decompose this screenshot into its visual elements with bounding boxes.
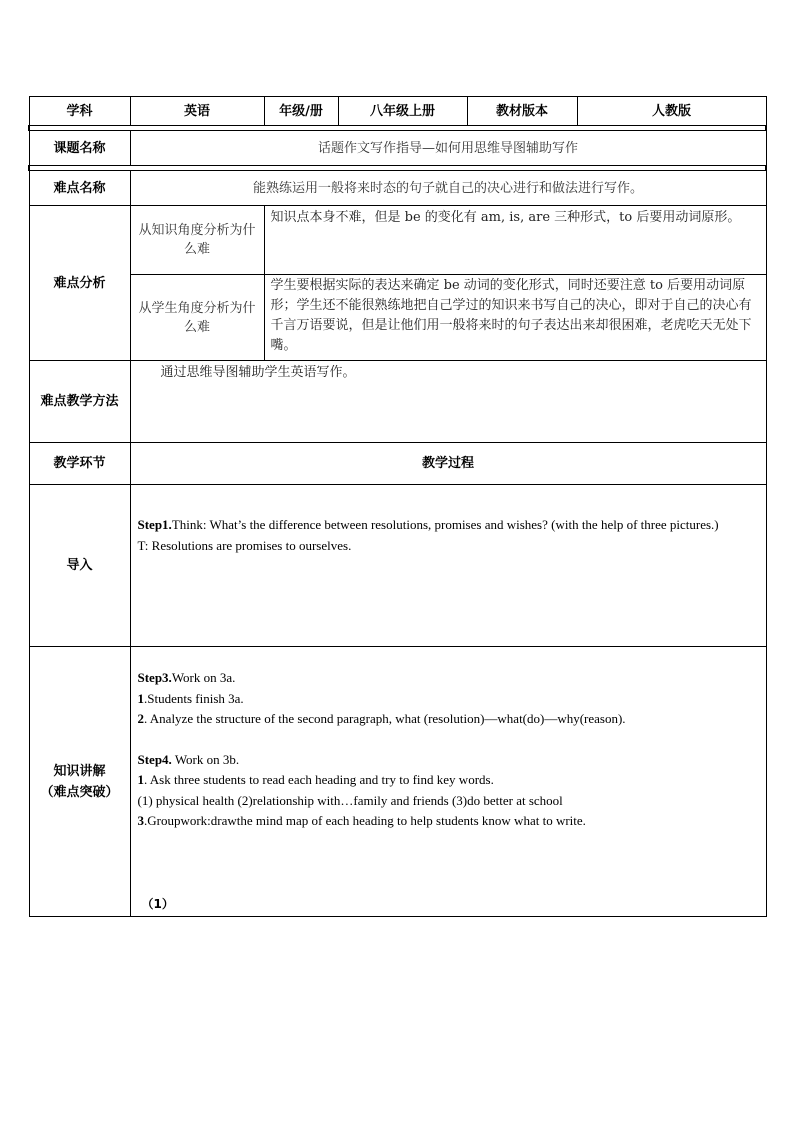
step4-item3-number: 3 bbox=[137, 813, 144, 828]
step4-item1-text: . Ask three students to read each heading and try to find key words. bbox=[144, 772, 494, 787]
lesson-plan-table bbox=[28, 96, 767, 917]
textbook-value: 人教版 bbox=[577, 97, 766, 126]
step4-item1-detail: (1) physical health (2)relationship with…family and friends (3)do better at school bbox=[137, 792, 563, 808]
difficulty-name-value: 能熟练运用一般将来时态的句子就自己的决心进行和做法进行写作。 bbox=[130, 171, 766, 206]
step3-item1-text: .Students finish 3a. bbox=[144, 690, 244, 706]
student-angle-text: 学生要根据实际的表达来确定 be 动词的变化形式，同时还要注意 to 后要用动词原形；学生还不能很熟练地把自己学过的知识来书写自己的决心，即对于自己的决心有千言万语要说，但是让他们用一般将来时的句子表达出来却很困难，老虎吃天无处下嘴。 bbox=[264, 275, 766, 361]
step3-item2-text: . Analyze the structure of the second paragraph, what (resolution)—what(do)—why(reason). bbox=[144, 711, 626, 726]
textbook-label: 教材版本 bbox=[467, 97, 577, 126]
intro-content bbox=[130, 485, 766, 647]
topic-value: 话题作文写作指导—如何用思维导图辅助写作 bbox=[130, 131, 766, 166]
step4-text: Work on 3b. bbox=[171, 751, 240, 767]
method-row bbox=[29, 361, 766, 443]
difficulty-name-label: 难点名称 bbox=[29, 171, 130, 206]
teacher-line: T: Resolutions are promises to ourselves. bbox=[137, 537, 352, 553]
student-angle-label: 从学生角度分析为什么难 bbox=[130, 275, 264, 361]
knowledge-label-line2: （难点突破） bbox=[40, 784, 119, 800]
analysis-label: 难点分析 bbox=[29, 206, 130, 361]
knowledge-angle-label: 从知识角度分析为什么难 bbox=[130, 206, 264, 275]
difficulty-name-row bbox=[29, 171, 766, 206]
topic-label: 课题名称 bbox=[29, 131, 130, 166]
process-section-label: 教学环节 bbox=[29, 443, 130, 485]
step1-text: Think: What’s the difference between resolutions, promises and wishes? (with the help of three pictures.) bbox=[171, 517, 719, 532]
process-section-title: 教学过程 bbox=[130, 443, 766, 485]
analysis-knowledge-row bbox=[29, 206, 766, 275]
analysis-student-row bbox=[29, 275, 766, 361]
subject-value: 英语 bbox=[130, 97, 264, 126]
header-row bbox=[29, 97, 766, 126]
knowledge-angle-text: 知识点本身不难，但是 be 的变化有 am, is, are 三种形式，to 后要用动词原形。 bbox=[264, 206, 766, 275]
knowledge-label bbox=[29, 647, 130, 917]
intro-row bbox=[29, 485, 766, 647]
step3-item1-number: 1 bbox=[137, 690, 144, 706]
intro-label: 导入 bbox=[29, 485, 130, 647]
grade-label: 年级/册 bbox=[264, 97, 338, 126]
grade-value: 八年级上册 bbox=[338, 97, 467, 126]
step3-title: Step3. bbox=[137, 670, 172, 685]
method-value: 通过思维导图辅助学生英语写作。 bbox=[130, 361, 766, 443]
step4-item1-number: 1 bbox=[137, 772, 144, 787]
knowledge-row bbox=[29, 647, 766, 917]
step4-item3-text: .Groupwork:drawthe mind map of each heading to help students know what to write. bbox=[144, 813, 586, 828]
lesson-plan-document bbox=[28, 96, 765, 917]
topic-row bbox=[29, 131, 766, 166]
subject-label: 学科 bbox=[29, 97, 130, 126]
method-label: 难点教学方法 bbox=[29, 361, 130, 443]
step3-item2-number: 2 bbox=[137, 711, 144, 726]
knowledge-label-line1: 知识讲解 bbox=[53, 763, 106, 779]
knowledge-content bbox=[130, 647, 766, 917]
process-header-row bbox=[29, 443, 766, 485]
step4-title: Step4. bbox=[137, 751, 172, 767]
step1-title: Step1. bbox=[137, 517, 172, 532]
sub-item-marker: （1） bbox=[141, 896, 174, 911]
step3-text: Work on 3a. bbox=[171, 670, 236, 685]
